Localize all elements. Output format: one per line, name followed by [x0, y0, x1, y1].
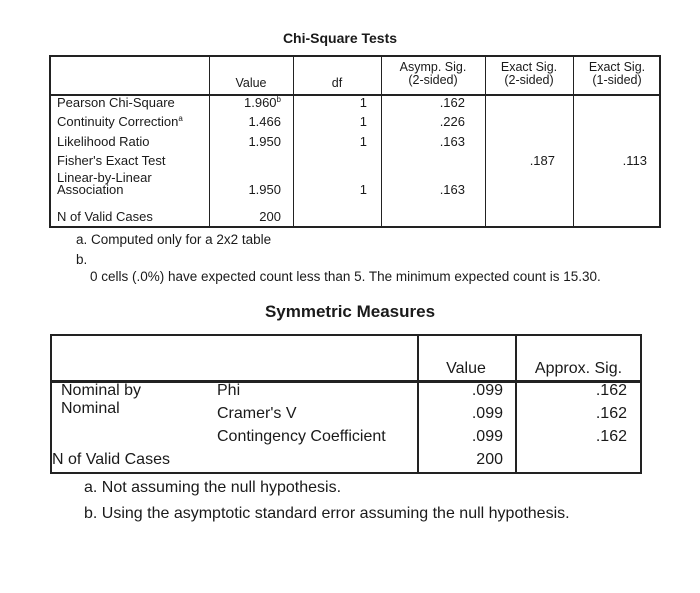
linear-asymp: .163	[439, 182, 465, 197]
col-header-approx-sig: Approx. Sig.	[534, 360, 623, 377]
chi-square-title: Chi-Square Tests	[282, 30, 398, 46]
phi-sig: .162	[595, 382, 627, 399]
n-valid-value: 200	[476, 451, 503, 468]
cramers-v-value: .099	[471, 405, 503, 422]
row-label-phi: Phi	[217, 382, 241, 399]
likelihood-asymp: .163	[439, 134, 465, 149]
col-header-asymp-sig: Asymp. Sig.	[399, 60, 467, 74]
col-header-exact2-sig: Exact Sig.	[500, 60, 558, 74]
pearson-asymp: .162	[439, 95, 465, 110]
contingency-value: .099	[471, 428, 503, 445]
row-label-linear: Linear-by-Linear Association	[57, 170, 152, 197]
symmetric-table	[50, 334, 642, 474]
col-header-exact1-sig: Exact Sig.	[588, 60, 646, 74]
linear-df: 1	[359, 182, 367, 197]
pearson-df: 1	[359, 95, 367, 110]
col-header-asymp-sided: (2-sided)	[408, 73, 458, 87]
continuity-df: 1	[359, 114, 367, 129]
symmetric-footnote-b: b. Using the asymptotic standard error assuming the null hypothesis.	[84, 505, 570, 522]
n-valid-value: 200	[259, 209, 281, 224]
cramers-v-sig: .162	[595, 405, 627, 422]
phi-value: .099	[471, 382, 503, 399]
likelihood-df: 1	[359, 134, 367, 149]
symmetric-footnote-a: a. Not assuming the null hypothesis.	[84, 479, 342, 496]
col-header-exact1-sided: (1-sided)	[592, 73, 642, 87]
footnote-a: a. Computed only for a 2x2 table	[76, 232, 272, 247]
continuity-value: 1.466	[248, 114, 281, 129]
chi-square-table	[49, 55, 661, 228]
row-label-n-valid: N of Valid Cases	[52, 451, 170, 468]
footnote-b-marker: b.	[76, 252, 88, 267]
column-divider	[515, 336, 517, 472]
pearson-value: 1.960$^b$	[244, 95, 281, 110]
col-header-value: Value	[235, 76, 267, 90]
row-label-likelihood: Likelihood Ratio	[57, 134, 150, 149]
row-label-pearson: Pearson Chi-Square	[57, 95, 175, 110]
group-label: Nominal by Nominal	[61, 382, 142, 417]
linear-value: 1.950	[248, 182, 281, 197]
row-label-continuity: Continuity Correction$^a$	[57, 114, 183, 129]
fisher-exact1: .113	[622, 153, 647, 168]
fisher-exact2: .187	[529, 153, 555, 168]
row-label-cramers-v: Cramer's V	[217, 405, 297, 422]
footnote-b: 0 cells (.0%) have expected count less than 5. The minimum expected count is 15.30.	[90, 269, 601, 284]
col-header-df: df	[331, 76, 343, 90]
likelihood-value: 1.950	[248, 134, 281, 149]
row-label-n-valid: N of Valid Cases	[57, 209, 153, 224]
contingency-sig: .162	[595, 428, 627, 445]
row-label-contingency: Contingency Coefficient	[217, 428, 386, 445]
continuity-asymp: .226	[439, 114, 465, 129]
symmetric-title: Symmetric Measures	[264, 302, 436, 321]
col-header-exact2-sided: (2-sided)	[504, 73, 554, 87]
col-header-value: Value	[446, 360, 486, 377]
row-label-fisher: Fisher's Exact Test	[57, 153, 166, 168]
